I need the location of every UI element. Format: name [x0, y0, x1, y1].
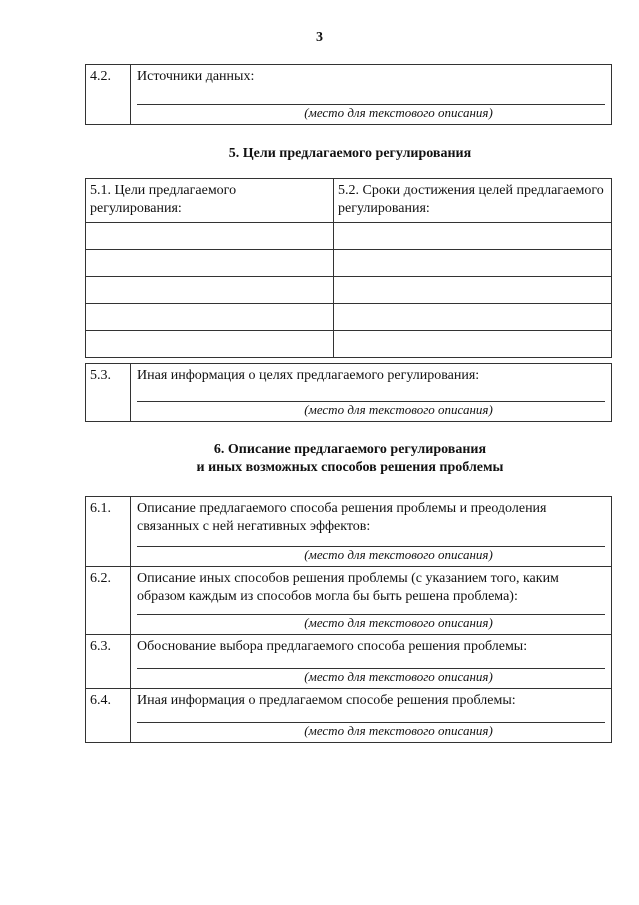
section-5-title: 5. Цели предлагаемого регулирования [228, 146, 472, 161]
goal-cell[interactable] [86, 331, 334, 358]
text-placeholder-hint: (место для текстового описания) [304, 615, 493, 630]
item-number: 5.3. [86, 364, 131, 422]
item-label: Иная информация о целях предлагаемого регулирования: [137, 368, 480, 383]
goals-header-row [86, 179, 612, 223]
item-content [131, 635, 612, 689]
section-6-title-line-2: и иных возможных способов решения проблемы [196, 460, 504, 475]
deadline-cell[interactable] [334, 277, 612, 304]
item-label: Обоснование выбора предлагаемого способа решения проблемы: [137, 639, 528, 654]
goal-cell[interactable] [86, 223, 334, 250]
section-6-title [0, 441, 639, 477]
deadline-cell[interactable] [334, 250, 612, 277]
item-label: Описание предлагаемого способа решения проблемы и преодоления связанных с ней негативных эффектов: [137, 501, 547, 534]
goal-cell[interactable] [86, 250, 334, 277]
goal-row [86, 331, 612, 358]
regulation-description-table [85, 496, 612, 743]
text-placeholder-hint: (место для текстового описания) [304, 105, 493, 120]
deadline-cell[interactable] [334, 304, 612, 331]
item-label: Источники данных: [137, 69, 255, 84]
item-number: 6.1. [86, 497, 131, 567]
item-5-3-row [86, 364, 612, 422]
item-content [131, 567, 612, 635]
item-6-2-row [86, 567, 612, 635]
goal-row [86, 223, 612, 250]
item-6-1-row [86, 497, 612, 567]
item-content [131, 497, 612, 567]
deadline-cell[interactable] [334, 223, 612, 250]
item-label: Иная информация о предлагаемом способе решения проблемы: [137, 693, 516, 708]
item-number: 4.2. [86, 65, 131, 125]
item-number: 6.2. [86, 567, 131, 635]
page-number: 3 [316, 30, 323, 45]
item-content [131, 364, 612, 422]
goals-table [85, 178, 612, 358]
text-placeholder-hint: (место для текстового описания) [304, 669, 493, 684]
item-content [131, 65, 612, 125]
goals-other-info-table [85, 363, 612, 422]
deadlines-column-header: 5.2. Сроки достижения целей предлагаемого регулирования: [334, 179, 612, 223]
item-6-3-row [86, 635, 612, 689]
text-placeholder-hint: (место для текстового описания) [304, 402, 493, 417]
item-6-4-row [86, 689, 612, 743]
goal-cell[interactable] [86, 277, 334, 304]
text-placeholder-hint: (место для текстового описания) [304, 547, 493, 562]
text-placeholder-hint: (место для текстового описания) [304, 723, 493, 738]
sources-table [85, 64, 612, 125]
section-6-title-line-1: 6. Описание предлагаемого регулирования [213, 442, 487, 457]
goal-row [86, 277, 612, 304]
item-4-2-row [86, 65, 612, 125]
item-number: 6.4. [86, 689, 131, 743]
goals-column-header: 5.1. Цели предлагаемого регулирования: [86, 179, 334, 223]
goal-row [86, 304, 612, 331]
goal-row [86, 250, 612, 277]
deadline-cell[interactable] [334, 331, 612, 358]
item-number: 6.3. [86, 635, 131, 689]
item-content [131, 689, 612, 743]
goal-cell[interactable] [86, 304, 334, 331]
item-label: Описание иных способов решения проблемы (с указанием того, каким образом каждым из способов могла бы быть решена проблема): [137, 571, 559, 604]
